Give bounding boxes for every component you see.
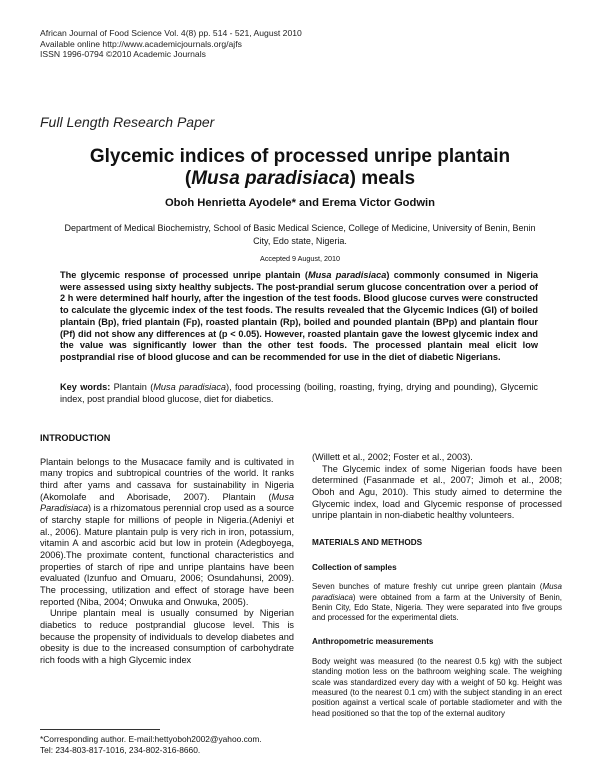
corresponding-author: *Corresponding author. E-mail:hettyoboh2002@yahoo.com.: [40, 734, 262, 744]
affiliation: Department of Medical Biochemistry, School of Basic Medical Science, College of Medicine, University of Benin, Benin City, Edo state, Nigeria.: [64, 223, 536, 246]
abstract-species: Musa paradisiaca: [307, 270, 387, 280]
intro-paragraph-1: Plantain belongs to the Musacace family and is cultivated in many tropics and subtropical countries of the world. It ranks third after yams and cassava for sustainability in Nigeria (Akomolafe and Aborisade, 2007). Plantain (Musa Paradisiaca) is a rhizomatous perennial crop used as a source of starchy staple for millions of people in Nigeria.(Adeniyi et al., 2006). Mature plantain pulp is very rich in iron, potassium, vitamin A and ascorbic acid but low in protein (Adegboyega, 2006).The proximate content, functional characteristics and properties of starch of ripe and unripe plantains have been evaluated (Izunfuo and Omuaru, 2006; Osundahunsi, 2009). The processing, utilization and effect of storage have been reported (Niba, 2004; Onwuka and Onwuka, 2005).: [40, 456, 294, 607]
telephone: Tel: 234-803-817-1016, 234-802-316-8660.: [40, 744, 201, 755]
footnote: [40, 734, 300, 755]
journal-citation: African Journal of Food Science Vol. 4(8) pp. 514 - 521, August 2010: [40, 28, 302, 38]
paper-type: Full Length Research Paper: [40, 114, 215, 130]
left-column: [40, 433, 294, 666]
samples-heading: Collection of samples: [312, 562, 397, 572]
samples-paragraph: Seven bunches of mature freshly cut unripe green plantain (Musa paradisiaca) were obtained from a farm at the University of Benin, Benin City, Edo State, Nigeria. They were separated into five groups and processed for the experimental diets.: [312, 582, 562, 623]
keywords-species: Musa paradisiaca: [153, 382, 227, 392]
intro-paragraph-2: Unripe plantain meal is usually consumed by Nigerian diabetics to reduce postprandial glucose level. This is because the propensity of individuals to develop diabetes and obesity is due to the increased consumption of carbohydrate rich foods with a high Glycemic index: [40, 608, 294, 665]
journal-online-url: Available online http://www.academicjournals.org/ajfs: [40, 38, 242, 49]
authors: Oboh Henrietta Ayodele* and Erema Victor Godwin: [164, 197, 435, 209]
abstract: The glycemic response of processed unripe plantain (Musa paradisiaca) commonly consumed in Nigeria were assessed using sixty healthy subjects. The post-prandial serum glucose concentration over a period of 2 h were determined half hourly, after the ingestion of the test foods. Blood glucose curves were constructed to calculate the glycemic index of the test foods. The results revealed that the Glycemic Indices (GI) of boiled plantain (Bp), fried plantain (Fp), roasted plantain (Rp), boiled and pounded plantain (BPp) and plantain flour (Pf) did not show any differences at (p < 0.05). However, roasted plantain gave the lowest glycemic index and the value was significantly lower than the other test foods. The processed plantain meal elicit low postprandial rise of blood glucose and can be recommended for use in the diet of diabetic Nigerians.: [60, 270, 538, 362]
journal-header: [40, 28, 302, 60]
right-column: [312, 452, 562, 719]
keywords: Key words: Plantain (Musa paradisiaca), food processing (boiling, roasting, frying, drying and pounding), Glycemic index, post prandial blood glucose, diet for diabetics.: [60, 382, 538, 404]
journal-issn: ISSN 1996-0794 ©2010 Academic Journals: [40, 49, 206, 60]
methods-heading: MATERIALS AND METHODS: [312, 537, 423, 547]
introduction-heading: INTRODUCTION: [40, 433, 111, 443]
anthropometric-paragraph: Body weight was measured (to the nearest 0.5 kg) with the subject standing motion less on the bathroom weighing scale. The weighing scale was standardized every day with a weight of 50 kg. Height was measured (to the nearest 0.1 cm) with the subject standing in an erect position against a vertical scale of portable stadiometer and with the head positioned so that the top of the external auditory: [312, 657, 562, 718]
accepted-date: Accepted 9 August, 2010: [260, 254, 340, 263]
intro-paragraph-2-continued: (Willett et al., 2002; Foster et al., 2003).: [312, 452, 473, 462]
anthropometric-heading: Anthropometric measurements: [312, 637, 434, 647]
paper-title: [40, 146, 560, 190]
title-line-2: (Musa paradisiaca) meals: [184, 168, 416, 189]
title-species: Musa paradisiaca: [191, 168, 350, 189]
footnote-divider: [40, 729, 160, 730]
intro-paragraph-3: The Glycemic index of some Nigerian foods have been determined (Fasanmade et al., 2007; Jimoh et al., 2008; Oboh and Agu, 2010). This study aimed to determine the Glycemic index, load and Glycemic response of processed unripe plantain in non-diabetic healthy volunteers.: [312, 463, 562, 521]
keywords-label: Key words:: [60, 382, 111, 392]
title-line-1: Glycemic indices of processed unripe plantain: [89, 146, 511, 167]
